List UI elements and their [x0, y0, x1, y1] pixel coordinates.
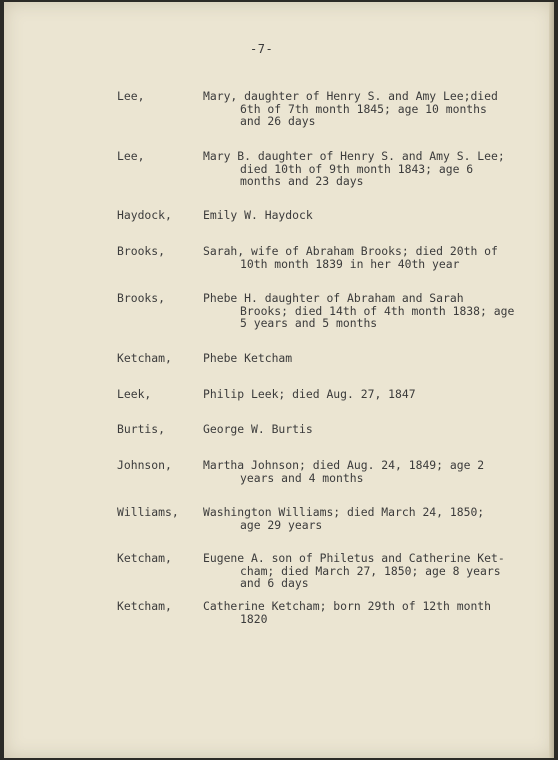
entry-line: 1820 — [240, 611, 268, 626]
entry-line: 6th of 7th month 1845; age 10 months — [240, 101, 487, 116]
entry-text — [203, 209, 543, 222]
entry-line: cham; died March 27, 1850; age 8 years — [240, 563, 501, 578]
entry-line: Mary B. daughter of Henry S. and Amy S. Lee; — [203, 149, 505, 163]
entry-surname: Johnson, — [117, 458, 172, 472]
entry-line: and 26 days — [240, 114, 316, 129]
entry-surname: Leek, — [117, 387, 152, 401]
entry-line: died 10th of 9th month 1843; age 6 — [240, 161, 474, 176]
entry-surname: Brooks, — [117, 244, 166, 258]
entry-line: Sarah, wife of Abraham Brooks; died 20th of — [203, 244, 498, 258]
entry-surname: Ketcham, — [117, 351, 172, 365]
entry-text — [203, 459, 543, 484]
entry-surname: Ketcham, — [117, 599, 172, 613]
entry-line: 10th month 1839 in her 40th year — [240, 256, 460, 271]
entry-text — [203, 506, 543, 531]
entry-text — [203, 552, 543, 590]
entry-text — [203, 90, 543, 128]
entry-text — [203, 352, 543, 365]
entry-line: Mary, daughter of Henry S. and Amy Lee;died — [203, 89, 498, 103]
entry-line: Brooks; died 14th of 4th month 1838; age — [240, 303, 515, 318]
entry-text — [203, 150, 543, 188]
entry-surname: Brooks, — [117, 291, 166, 305]
entry-line: Washington Williams; died March 24, 1850; — [203, 505, 485, 519]
entry-line: 5 years and 5 months — [240, 316, 378, 331]
entry-line: Martha Johnson; died Aug. 24, 1849; age 2 — [203, 458, 485, 472]
entry-text — [203, 600, 543, 625]
entry-line: George W. Burtis — [203, 422, 313, 436]
entry-text — [203, 423, 543, 436]
page-number: -7- — [250, 42, 274, 56]
entry-line: Phebe H. daughter of Abraham and Sarah — [203, 291, 464, 305]
entry-text — [203, 292, 543, 330]
page-edge — [549, 2, 554, 758]
entry-surname: Ketcham, — [117, 551, 172, 565]
document-page — [4, 2, 554, 758]
entry-surname: Lee, — [117, 149, 145, 163]
entry-surname: Haydock, — [117, 208, 172, 222]
entry-line: age 29 years — [240, 517, 323, 532]
entry-text — [203, 388, 543, 401]
entry-surname: Williams, — [117, 505, 179, 519]
entry-text — [203, 245, 543, 270]
entry-line: Philip Leek; died Aug. 27, 1847 — [203, 387, 416, 401]
entry-line: and 6 days — [240, 576, 309, 591]
entry-line: Eugene A. son of Philetus and Catherine Ket- — [203, 551, 505, 565]
entry-line: Emily W. Haydock — [203, 208, 313, 222]
entry-line: Catherine Ketcham; born 29th of 12th month — [203, 599, 492, 613]
entry-surname: Lee, — [117, 89, 145, 103]
entry-line: months and 23 days — [240, 174, 364, 189]
entry-line: years and 4 months — [240, 470, 364, 485]
entry-line: Phebe Ketcham — [203, 351, 293, 365]
entry-surname: Burtis, — [117, 422, 166, 436]
